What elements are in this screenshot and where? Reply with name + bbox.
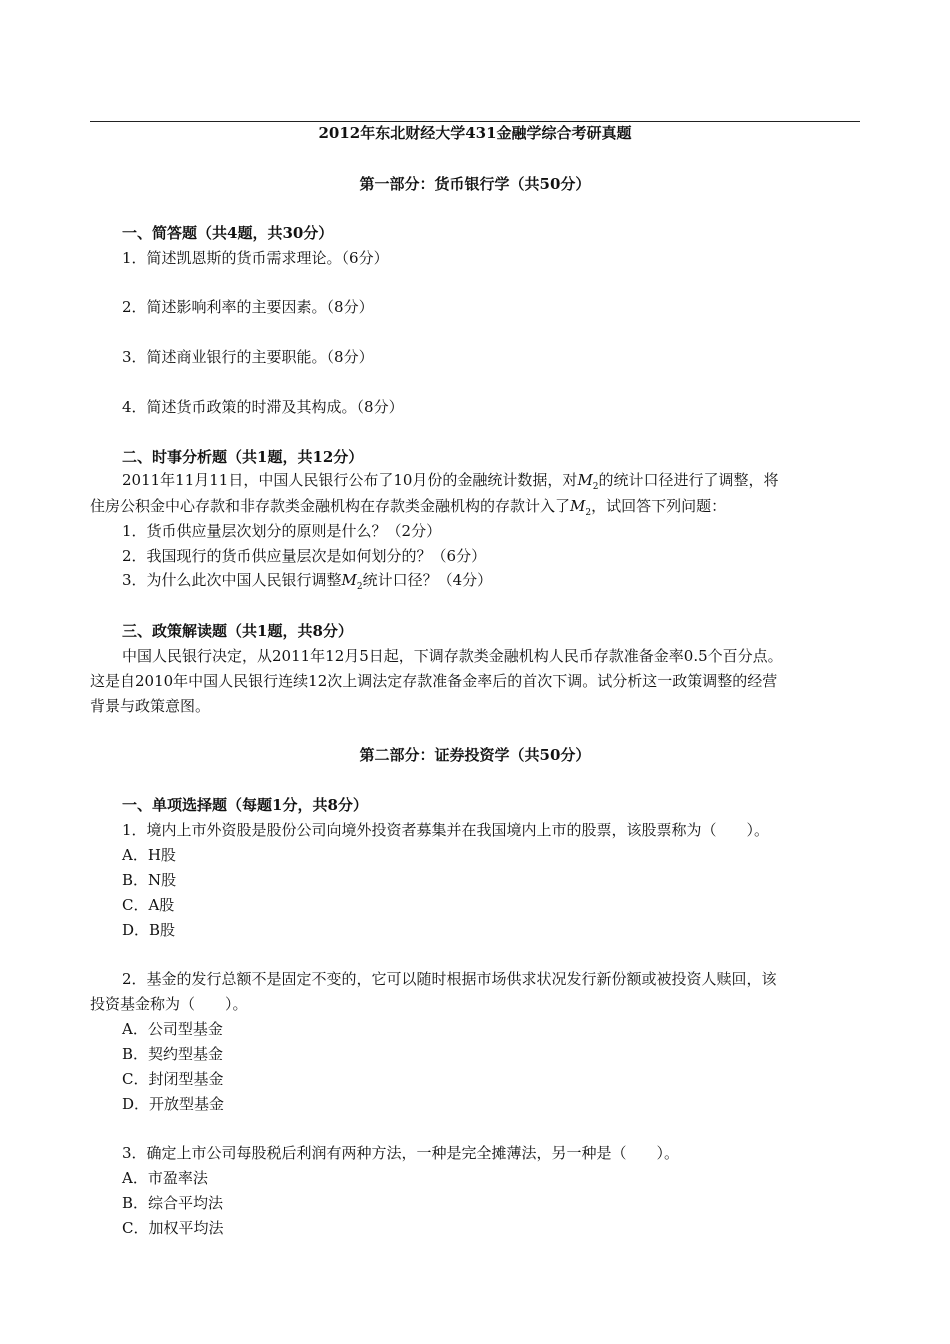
part2-q3-stem: 3．确定上市公司每股税后利润有两种方法，一种是完全摊薄法，另一种是（ ）。	[122, 1144, 680, 1162]
part1-s1-q4: 4．简述货币政策的时滞及其构成。（8分）	[122, 398, 404, 416]
m2-symbol: $M_2$	[341, 571, 363, 592]
part1-s2-para-line1	[122, 470, 779, 490]
text-segment: ，试回答下列问题：	[591, 497, 727, 515]
header-rule	[90, 121, 860, 122]
part2-q1-option-b: B．N股	[122, 871, 177, 889]
part2-q3-option-b: B．综合平均法	[122, 1194, 224, 1212]
part1-section3-heading: 三、政策解读题（共1题，共8分）	[122, 622, 353, 640]
part2-q2-stem-line1: 2．基金的发行总额不是固定不变的，它可以随时根据市场供求状况发行新份额或被投资人赎回，该	[122, 970, 777, 988]
part2-q2-option-b: B．契约型基金	[122, 1045, 224, 1063]
text-segment: 住房公积金中心存款和非存款类金融机构在存款类金融机构的存款计入了	[90, 497, 571, 515]
part2-q2-option-d: D．开放型基金	[122, 1095, 225, 1113]
part2-section1-heading: 一、单项选择题（每题1分，共8分）	[122, 796, 368, 814]
part1-section1-heading: 一、简答题（共4题，共30分）	[122, 224, 334, 242]
text-segment: 3．为什么此次中国人民银行调整	[122, 571, 342, 589]
text-segment: 的统计口径进行了调整，将	[598, 471, 779, 489]
part2-q3-option-a: A．市盈率法	[122, 1169, 208, 1187]
part2-heading: 第二部分：证券投资学（共50分）	[359, 746, 591, 764]
part2-q1-option-c: C．A股	[122, 896, 175, 914]
part1-s3-para-line2: 这是自2010年中国人民银行连续12次上调法定存款准备金率后的首次下调。试分析这一政策调整的经营	[90, 672, 778, 690]
m2-symbol: $M_2$	[577, 471, 599, 492]
part1-s1-q2: 2．简述影响利率的主要因素。（8分）	[122, 298, 374, 316]
part1-s3-para-line1: 中国人民银行决定，从2011年12月5日起，下调存款类金融机构人民币存款准备金率0.5个百分点。	[122, 647, 783, 665]
part1-s1-q3: 3．简述商业银行的主要职能。（8分）	[122, 348, 374, 366]
part1-heading: 第一部分：货币银行学（共50分）	[359, 175, 591, 193]
part2-q2-option-c: C．封闭型基金	[122, 1070, 224, 1088]
part2-q1-stem: 1．境内上市外资股是股份公司向境外投资者募集并在我国境内上市的股票，该股票称为（ ）。	[122, 821, 770, 839]
m2-symbol: $M_2$	[570, 497, 592, 518]
page-title: 2012年东北财经大学431金融学综合考研真题	[318, 124, 632, 142]
part1-section2-heading: 二、时事分析题（共1题，共12分）	[122, 448, 364, 466]
part1-s3-para-line3: 背景与政策意图。	[90, 697, 211, 715]
part2-q2-stem-line2: 投资基金称为（ ）。	[90, 995, 248, 1013]
part2-q1-option-d: D．B股	[122, 921, 176, 939]
text-segment: 2011年11月11日，中国人民银行公布了10月份的金融统计数据，对	[122, 471, 578, 489]
part2-q3-option-c: C．加权平均法	[122, 1219, 224, 1237]
part2-q2-option-a: A．公司型基金	[122, 1020, 223, 1038]
part1-s2-q3	[122, 570, 492, 590]
part1-s2-q1: 1．货币供应量层次划分的原则是什么？（2分）	[122, 522, 442, 540]
part2-q1-option-a: A．H股	[122, 846, 176, 864]
part1-s2-para-line2	[90, 496, 726, 516]
text-segment: 统计口径？（4分）	[362, 571, 493, 589]
part1-s2-q2: 2．我国现行的货币供应量层次是如何划分的？（6分）	[122, 547, 487, 565]
part1-s1-q1: 1．简述凯恩斯的货币需求理论。（6分）	[122, 249, 389, 267]
